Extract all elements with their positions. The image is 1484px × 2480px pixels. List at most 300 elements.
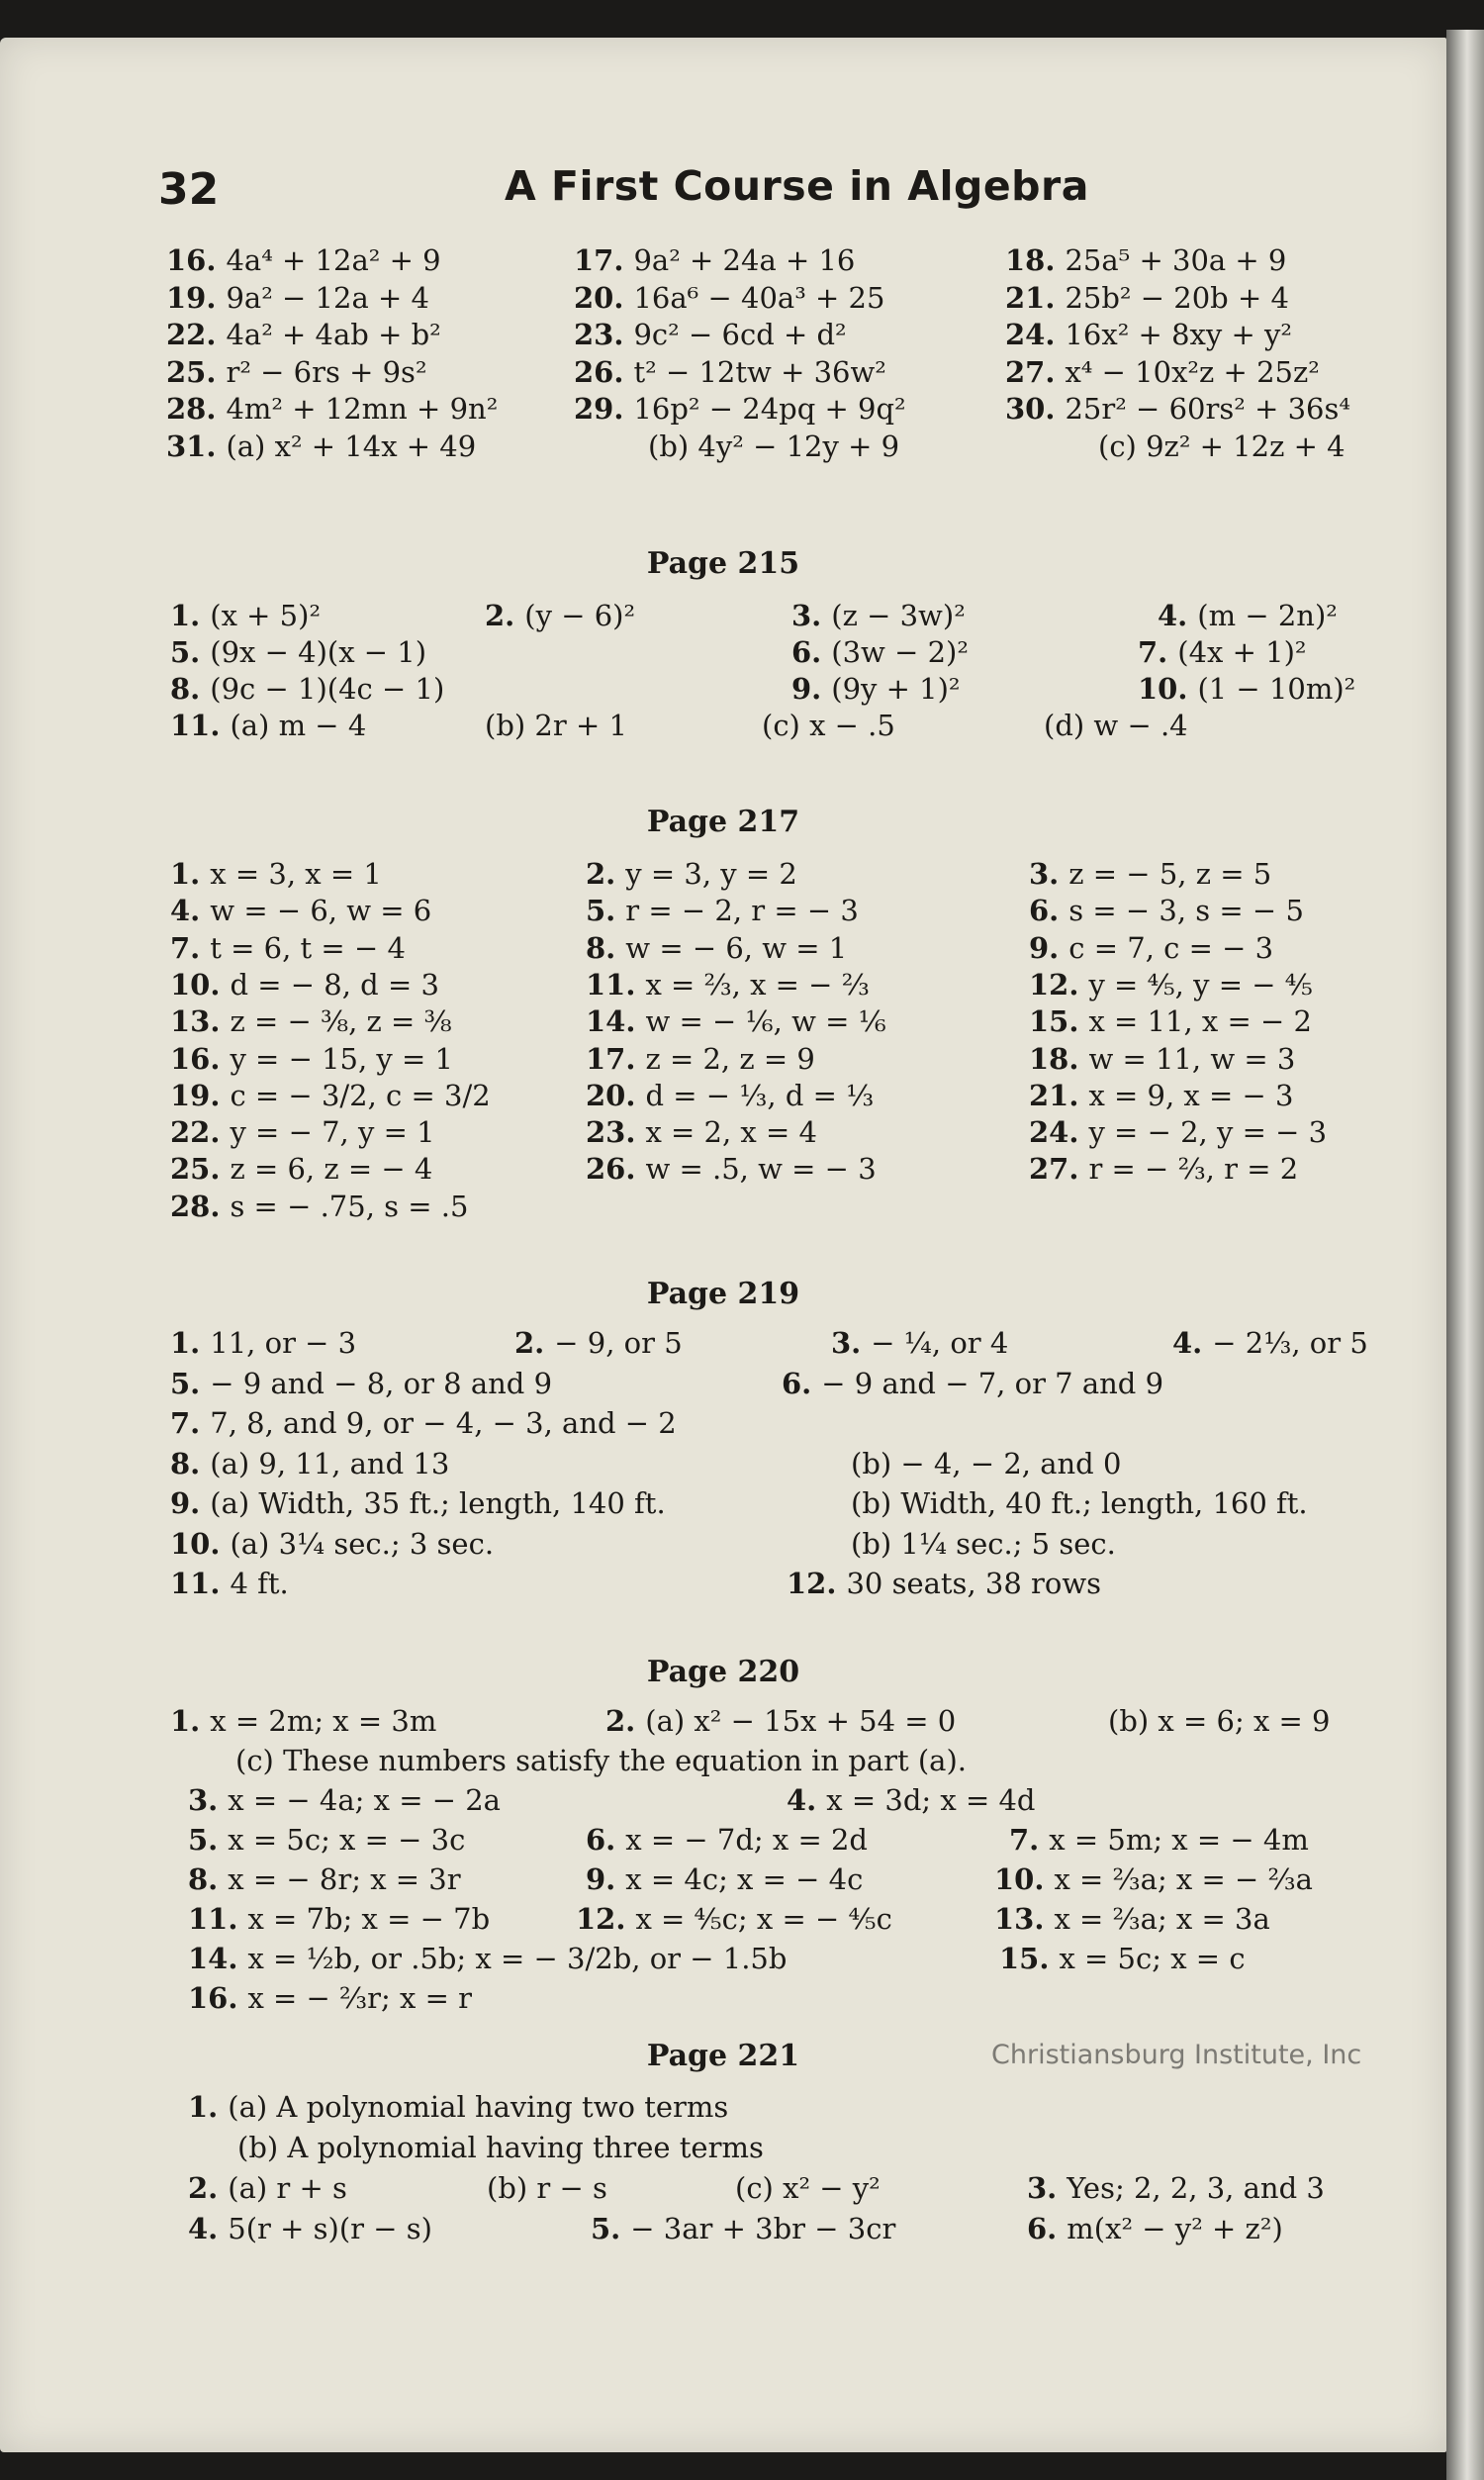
answer-text: 16x² + 8xy + y² bbox=[1065, 318, 1293, 351]
answer-text: t² − 12tw + 36w² bbox=[633, 354, 886, 389]
answer-text: z = 6, z = − 4 bbox=[230, 1152, 433, 1187]
answer-text: (3w − 2)² bbox=[831, 635, 969, 669]
problem-number: 3. bbox=[831, 1326, 862, 1360]
problem-number: 7. bbox=[1138, 635, 1168, 669]
answer-text: 5(r + s)(r − s) bbox=[228, 2212, 432, 2245]
answer-text: x = 3d; x = 4d bbox=[826, 1783, 1036, 1817]
answer-row bbox=[0, 709, 1484, 750]
answer-text: 4m² + 12mn + 9n² bbox=[226, 392, 499, 426]
answer-item bbox=[605, 1704, 956, 1738]
answer-item bbox=[831, 1326, 1008, 1360]
answer-row bbox=[0, 968, 1484, 1009]
answer-item bbox=[574, 392, 906, 426]
problem-number: 3. bbox=[188, 1783, 219, 1817]
problem-number: 11. bbox=[586, 967, 636, 1002]
problem-number: 16. bbox=[188, 1981, 238, 2015]
answer-row bbox=[0, 1942, 1484, 1983]
answer-item bbox=[514, 1326, 683, 1360]
answer-item bbox=[1044, 709, 1188, 742]
answer-text: x = 2m; x = 3m bbox=[210, 1704, 437, 1738]
answer-text: (b) A polynomial having three terms bbox=[237, 2131, 764, 2164]
answer-row bbox=[0, 599, 1484, 640]
problem-number: 10. bbox=[1138, 672, 1188, 706]
problem-number: 30. bbox=[1005, 392, 1056, 426]
answer-item bbox=[586, 968, 870, 1002]
answer-item bbox=[1172, 1326, 1368, 1360]
problem-number: 6. bbox=[782, 1366, 812, 1400]
answer-text: s = − .75, s = .5 bbox=[230, 1189, 469, 1223]
answer-item bbox=[166, 355, 427, 389]
answer-text: r² − 6rs + 9s² bbox=[226, 354, 427, 389]
answer-text: w = − 6, w = 1 bbox=[625, 930, 848, 965]
problem-number: 7. bbox=[170, 930, 201, 965]
page-number: 32 bbox=[158, 164, 220, 215]
problem-number: 12. bbox=[787, 1567, 837, 1600]
problem-number: 3. bbox=[1029, 857, 1060, 891]
answer-row bbox=[0, 2090, 1484, 2132]
problem-number: 18. bbox=[1029, 1041, 1079, 1076]
answer-text: 9c² − 6cd + d² bbox=[633, 318, 847, 351]
answer-text: − 9 and − 7, or 7 and 9 bbox=[821, 1366, 1164, 1400]
answer-item bbox=[188, 1902, 490, 1936]
answer-item bbox=[170, 1326, 356, 1360]
answer-item bbox=[170, 1004, 452, 1038]
answer-item bbox=[170, 1527, 494, 1561]
problem-number: 17. bbox=[586, 1041, 636, 1076]
answer-item bbox=[1108, 1704, 1330, 1738]
answer-item bbox=[1029, 931, 1273, 965]
answer-text: − 2⅓, or 5 bbox=[1212, 1326, 1368, 1360]
answer-text: y = − 15, y = 1 bbox=[230, 1041, 453, 1076]
answer-row bbox=[0, 635, 1484, 677]
answer-text: (a) Width, 35 ft.; length, 140 ft. bbox=[210, 1486, 666, 1520]
answer-text: z = 2, z = 9 bbox=[645, 1041, 815, 1076]
answer-text: d = − 8, d = 3 bbox=[230, 967, 439, 1002]
answer-item bbox=[170, 1367, 552, 1400]
answer-item bbox=[166, 318, 441, 351]
answer-item bbox=[851, 1527, 1116, 1561]
answer-item bbox=[586, 931, 847, 965]
problem-number: 28. bbox=[170, 1189, 221, 1223]
problem-number: 19. bbox=[166, 280, 217, 315]
answer-item bbox=[574, 243, 855, 277]
answer-item bbox=[166, 281, 429, 315]
answer-text: x⁴ − 10x²z + 25z² bbox=[1065, 354, 1320, 389]
answer-text: x = 3, x = 1 bbox=[210, 857, 382, 891]
answer-text: x = − ⅔r; x = r bbox=[247, 1981, 472, 2015]
answer-item bbox=[586, 1079, 874, 1112]
answer-text: 25a⁵ + 30a + 9 bbox=[1065, 243, 1287, 277]
answer-item bbox=[170, 1704, 436, 1738]
answer-row bbox=[0, 2171, 1484, 2213]
answer-item bbox=[170, 599, 321, 632]
problem-number: 4. bbox=[787, 1783, 817, 1817]
answer-text: 9a² + 24a + 16 bbox=[633, 243, 856, 277]
problem-number: 2. bbox=[605, 1704, 636, 1738]
answer-item bbox=[1029, 1115, 1327, 1149]
answer-item bbox=[999, 1942, 1246, 1975]
answer-row bbox=[0, 1704, 1484, 1746]
answer-text: x = ⅔a; x = 3a bbox=[1054, 1902, 1270, 1936]
answer-text: y = ⅘, y = − ⅘ bbox=[1088, 967, 1313, 1002]
problem-number: 17. bbox=[574, 243, 624, 277]
answer-text: w = − 6, w = 6 bbox=[210, 894, 432, 928]
answer-item bbox=[851, 1486, 1308, 1520]
answer-text: (b) Width, 40 ft.; length, 160 ft. bbox=[851, 1486, 1308, 1520]
answer-item bbox=[1029, 857, 1271, 891]
answer-item bbox=[586, 1115, 817, 1149]
answer-text: 11, or − 3 bbox=[210, 1326, 357, 1360]
section-heading: Page 221 bbox=[646, 2039, 800, 2073]
answer-item bbox=[485, 709, 627, 742]
problem-number: 9. bbox=[791, 672, 822, 706]
answer-row bbox=[0, 2212, 1484, 2253]
answer-text: (9y + 1)² bbox=[831, 672, 961, 706]
answer-text: (1 − 10m)² bbox=[1197, 672, 1356, 706]
answer-text: (b) r − s bbox=[487, 2171, 607, 2205]
answer-item bbox=[586, 894, 859, 927]
answer-row bbox=[0, 672, 1484, 714]
answer-text: c = 7, c = − 3 bbox=[1068, 930, 1274, 965]
answer-row bbox=[0, 318, 1484, 359]
problem-number: 27. bbox=[1005, 354, 1056, 389]
answer-item bbox=[1029, 1042, 1295, 1076]
answer-text: Yes; 2, 2, 3, and 3 bbox=[1067, 2171, 1325, 2205]
answer-item bbox=[170, 1406, 677, 1440]
answer-item bbox=[586, 1152, 877, 1186]
answer-item bbox=[170, 1567, 289, 1600]
answer-text: (c) x² − y² bbox=[735, 2171, 881, 2205]
answer-item bbox=[170, 1115, 435, 1149]
answer-item bbox=[235, 1744, 967, 1777]
answer-item bbox=[586, 1004, 886, 1038]
answer-text: r = − ⅔, r = 2 bbox=[1088, 1152, 1299, 1187]
answer-text: (c) These numbers satisfy the equation in part (a). bbox=[235, 1744, 967, 1777]
problem-number: 20. bbox=[586, 1078, 636, 1112]
answer-row bbox=[0, 243, 1484, 285]
problem-number: 14. bbox=[586, 1004, 636, 1039]
answer-text: (z − 3w)² bbox=[831, 599, 966, 632]
problem-number: 13. bbox=[994, 1902, 1045, 1936]
answer-text: x = 11, x = − 2 bbox=[1088, 1004, 1312, 1039]
answer-item bbox=[170, 894, 431, 927]
answer-item bbox=[576, 1902, 892, 1936]
answer-item bbox=[1027, 2212, 1283, 2245]
answer-text: x = 2, x = 4 bbox=[645, 1115, 817, 1150]
section-heading: Page 219 bbox=[646, 1277, 800, 1311]
answer-text: (b) − 4, − 2, and 0 bbox=[851, 1446, 1122, 1480]
answer-text: (a) 9, 11, and 13 bbox=[210, 1446, 450, 1480]
answer-item bbox=[170, 709, 366, 742]
problem-number: 3. bbox=[791, 599, 822, 632]
section-heading: Page 217 bbox=[646, 805, 800, 839]
answer-item bbox=[170, 635, 426, 669]
answer-item bbox=[574, 318, 847, 351]
answer-item bbox=[791, 672, 961, 706]
problem-number: 23. bbox=[586, 1115, 636, 1150]
answer-item bbox=[735, 2171, 881, 2205]
answer-row bbox=[0, 355, 1484, 397]
problem-number: 15. bbox=[999, 1942, 1050, 1975]
answer-item bbox=[994, 1902, 1270, 1936]
answer-text: − 9 and − 8, or 8 and 9 bbox=[210, 1366, 553, 1400]
answer-text: y = − 2, y = − 3 bbox=[1088, 1115, 1328, 1150]
problem-number: 25. bbox=[170, 1152, 221, 1187]
answer-item bbox=[1027, 2171, 1325, 2205]
problem-number: 4. bbox=[188, 2212, 219, 2245]
answer-row bbox=[0, 1367, 1484, 1408]
answer-text: (x + 5)² bbox=[210, 599, 322, 632]
answer-text: x = 7b; x = − 7b bbox=[247, 1902, 491, 1936]
answer-item bbox=[586, 857, 797, 891]
answer-text: 16a⁶ − 40a³ + 25 bbox=[633, 280, 885, 315]
problem-number: 22. bbox=[170, 1115, 221, 1150]
problem-number: 21. bbox=[1029, 1078, 1079, 1112]
answer-text: 25b² − 20b + 4 bbox=[1065, 280, 1289, 315]
problem-number: 8. bbox=[170, 672, 201, 706]
answer-item bbox=[1029, 1152, 1298, 1186]
answer-row bbox=[0, 1567, 1484, 1608]
answer-row bbox=[0, 1190, 1484, 1231]
problem-number: 5. bbox=[170, 635, 201, 669]
answer-text: (9x − 4)(x − 1) bbox=[210, 635, 427, 669]
answer-text: m(x² − y² + z²) bbox=[1067, 2212, 1283, 2245]
answer-item bbox=[170, 1152, 432, 1186]
answer-row bbox=[0, 1486, 1484, 1528]
answer-text: x = ⅔, x = − ⅔ bbox=[645, 967, 870, 1002]
problem-number: 4. bbox=[1172, 1326, 1203, 1360]
problem-number: 26. bbox=[586, 1152, 636, 1187]
problem-number: 27. bbox=[1029, 1152, 1079, 1187]
problem-number: 5. bbox=[170, 1366, 201, 1400]
answer-text: x = 5c; x = c bbox=[1059, 1942, 1246, 1975]
problem-number: 5. bbox=[586, 894, 616, 928]
answer-row bbox=[0, 1527, 1484, 1569]
problem-number: 21. bbox=[1005, 280, 1056, 315]
answer-item bbox=[591, 2212, 895, 2245]
answer-text: (d) w − .4 bbox=[1044, 709, 1188, 742]
answer-text: r = − 2, r = − 3 bbox=[625, 894, 859, 928]
problem-number: 1. bbox=[170, 1704, 201, 1738]
answer-text: (a) A polynomial having two terms bbox=[228, 2090, 729, 2124]
answer-item bbox=[1029, 1079, 1294, 1112]
answer-item bbox=[1098, 429, 1345, 463]
answer-item bbox=[166, 429, 476, 463]
answer-item bbox=[1009, 1823, 1309, 1857]
answer-item bbox=[170, 672, 444, 706]
problem-number: 13. bbox=[170, 1004, 221, 1039]
answer-text: x = − 7d; x = 2d bbox=[625, 1823, 868, 1857]
answer-row bbox=[0, 1902, 1484, 1944]
problem-number: 1. bbox=[170, 857, 201, 891]
problem-number: 1. bbox=[188, 2090, 219, 2124]
answer-text: (4x + 1)² bbox=[1177, 635, 1307, 669]
answer-text: x = 5m; x = − 4m bbox=[1049, 1823, 1309, 1857]
answer-item bbox=[787, 1783, 1035, 1817]
answer-item bbox=[170, 1042, 453, 1076]
problem-number: 5. bbox=[591, 2212, 621, 2245]
answer-text: 30 seats, 38 rows bbox=[846, 1567, 1102, 1600]
problem-number: 20. bbox=[574, 280, 624, 315]
problem-number: 23. bbox=[574, 318, 624, 351]
problem-number: 3. bbox=[1027, 2171, 1058, 2205]
problem-number: 9. bbox=[586, 1862, 616, 1896]
answer-text: (m − 2n)² bbox=[1197, 599, 1338, 632]
answer-row bbox=[0, 1004, 1484, 1046]
answer-text: x = 9, x = − 3 bbox=[1088, 1078, 1294, 1112]
answer-item bbox=[237, 2131, 764, 2164]
answer-text: x = − 4a; x = − 2a bbox=[228, 1783, 501, 1817]
problem-number: 11. bbox=[170, 1567, 221, 1600]
answer-text: (c) x − .5 bbox=[762, 709, 895, 742]
answer-text: 25r² − 60rs² + 36s⁴ bbox=[1065, 392, 1350, 426]
answer-text: (b) 1¼ sec.; 5 sec. bbox=[851, 1526, 1116, 1561]
answer-text: z = − 5, z = 5 bbox=[1068, 857, 1272, 891]
answer-text: (9c − 1)(4c − 1) bbox=[210, 672, 445, 706]
answer-item bbox=[586, 1823, 868, 1857]
answer-text: − 3ar + 3br − 3cr bbox=[630, 2212, 896, 2245]
answer-item bbox=[1029, 1004, 1312, 1038]
problem-number: 8. bbox=[188, 1862, 219, 1896]
problem-number: 2. bbox=[514, 1326, 545, 1360]
problem-number: 7. bbox=[1009, 1823, 1040, 1857]
answer-text: − ¼, or 4 bbox=[871, 1326, 1009, 1360]
problem-number: 9. bbox=[1029, 930, 1060, 965]
answer-item bbox=[188, 1942, 787, 1975]
answer-item bbox=[782, 1367, 1163, 1400]
problem-number: 12. bbox=[1029, 967, 1079, 1002]
problem-number: 26. bbox=[574, 354, 624, 389]
answer-text: x = ½b, or .5b; x = − 3/2b, or − 1.5b bbox=[247, 1942, 788, 1975]
problem-number: 5. bbox=[188, 1823, 219, 1857]
answer-item bbox=[166, 392, 498, 426]
answer-item bbox=[1005, 355, 1320, 389]
problem-number: 2. bbox=[485, 599, 515, 632]
answer-item bbox=[1138, 672, 1355, 706]
section-heading: Page 220 bbox=[646, 1655, 800, 1689]
answer-row bbox=[0, 1744, 1484, 1785]
answer-text: y = 3, y = 2 bbox=[625, 857, 797, 891]
answer-text: (c) 9z² + 12z + 4 bbox=[1098, 429, 1345, 463]
answer-text: z = − ⅜, z = ⅜ bbox=[230, 1004, 452, 1039]
answer-item bbox=[188, 1823, 465, 1857]
answer-text: x = − 8r; x = 3r bbox=[228, 1862, 461, 1896]
answer-item bbox=[188, 1783, 501, 1817]
answer-row bbox=[0, 1042, 1484, 1084]
problem-number: 7. bbox=[170, 1406, 201, 1440]
answer-text: c = − 3/2, c = 3/2 bbox=[230, 1078, 491, 1112]
answer-row bbox=[0, 1079, 1484, 1120]
answer-item bbox=[188, 2090, 728, 2124]
problem-number: 25. bbox=[166, 354, 217, 389]
page-title: A First Course in Algebra bbox=[505, 162, 1089, 210]
answer-item bbox=[1138, 635, 1307, 669]
answer-text: w = 11, w = 3 bbox=[1088, 1041, 1296, 1076]
problem-number: 31. bbox=[166, 429, 217, 463]
answer-item bbox=[1005, 392, 1350, 426]
answer-item bbox=[485, 599, 635, 632]
answer-text: s = − 3, s = − 5 bbox=[1068, 894, 1304, 928]
answer-item bbox=[188, 1862, 461, 1896]
answer-text: x = 4c; x = − 4c bbox=[625, 1862, 864, 1896]
problem-number: 4. bbox=[1158, 599, 1188, 632]
answer-item bbox=[851, 1447, 1121, 1480]
problem-number: 18. bbox=[1005, 243, 1056, 277]
problem-number: 12. bbox=[576, 1902, 626, 1936]
answer-text: d = − ⅓, d = ⅓ bbox=[645, 1078, 875, 1112]
answer-text: t = 6, t = − 4 bbox=[210, 930, 406, 965]
answer-item bbox=[574, 281, 884, 315]
answer-text: x = ⅔a; x = − ⅔a bbox=[1054, 1862, 1313, 1896]
answer-item bbox=[188, 1981, 472, 2015]
answer-item bbox=[170, 857, 382, 891]
answer-text: 4a⁴ + 12a² + 9 bbox=[226, 243, 441, 277]
problem-number: 4. bbox=[170, 894, 201, 928]
problem-number: 19. bbox=[170, 1078, 221, 1112]
answer-row bbox=[0, 1823, 1484, 1864]
problem-number: 1. bbox=[170, 599, 201, 632]
answer-row bbox=[0, 1115, 1484, 1157]
answer-item bbox=[166, 243, 441, 277]
answer-item bbox=[170, 968, 439, 1002]
answer-row bbox=[0, 2131, 1484, 2172]
problem-number: 6. bbox=[1029, 894, 1060, 928]
answer-text: (a) x² + 14x + 49 bbox=[226, 429, 477, 463]
answer-item bbox=[170, 1447, 449, 1480]
answer-item bbox=[574, 355, 886, 389]
problem-number: 11. bbox=[170, 709, 221, 742]
answer-item bbox=[1158, 599, 1338, 632]
problem-number: 9. bbox=[170, 1486, 201, 1520]
problem-number: 10. bbox=[994, 1862, 1045, 1896]
problem-number: 29. bbox=[574, 392, 624, 426]
answer-text: x = 5c; x = − 3c bbox=[228, 1823, 466, 1857]
answer-text: (a) r + s bbox=[228, 2171, 347, 2205]
problem-number: 24. bbox=[1029, 1115, 1079, 1150]
answer-text: y = − 7, y = 1 bbox=[230, 1115, 435, 1150]
problem-number: 16. bbox=[170, 1041, 221, 1076]
answer-item bbox=[1005, 281, 1289, 315]
answer-row bbox=[0, 1447, 1484, 1488]
answer-text: 4a² + 4ab + b² bbox=[226, 318, 441, 351]
answer-text: w = − ⅙, w = ⅙ bbox=[645, 1004, 886, 1039]
problem-number: 2. bbox=[188, 2171, 219, 2205]
answer-item bbox=[791, 599, 966, 632]
answer-row bbox=[0, 281, 1484, 323]
answer-item bbox=[586, 1042, 815, 1076]
problem-number: 28. bbox=[166, 392, 217, 426]
answer-item bbox=[791, 635, 969, 669]
answer-item bbox=[787, 1567, 1101, 1600]
answer-item bbox=[487, 2171, 607, 2205]
answer-item bbox=[170, 1190, 468, 1223]
answer-text: (b) x = 6; x = 9 bbox=[1108, 1704, 1331, 1738]
problem-number: 1. bbox=[170, 1326, 201, 1360]
answer-text: (y − 6)² bbox=[524, 599, 636, 632]
answer-item bbox=[170, 1486, 666, 1520]
problem-number: 22. bbox=[166, 318, 217, 351]
answer-row bbox=[0, 894, 1484, 935]
problem-number: 6. bbox=[586, 1823, 616, 1857]
answer-row bbox=[0, 1406, 1484, 1448]
answer-row bbox=[0, 1862, 1484, 1904]
problem-number: 2. bbox=[586, 857, 616, 891]
problem-number: 10. bbox=[170, 1526, 221, 1561]
answer-text: 9a² − 12a + 4 bbox=[226, 280, 429, 315]
problem-number: 10. bbox=[170, 967, 221, 1002]
answer-item bbox=[1005, 318, 1292, 351]
answer-item bbox=[188, 2212, 432, 2245]
